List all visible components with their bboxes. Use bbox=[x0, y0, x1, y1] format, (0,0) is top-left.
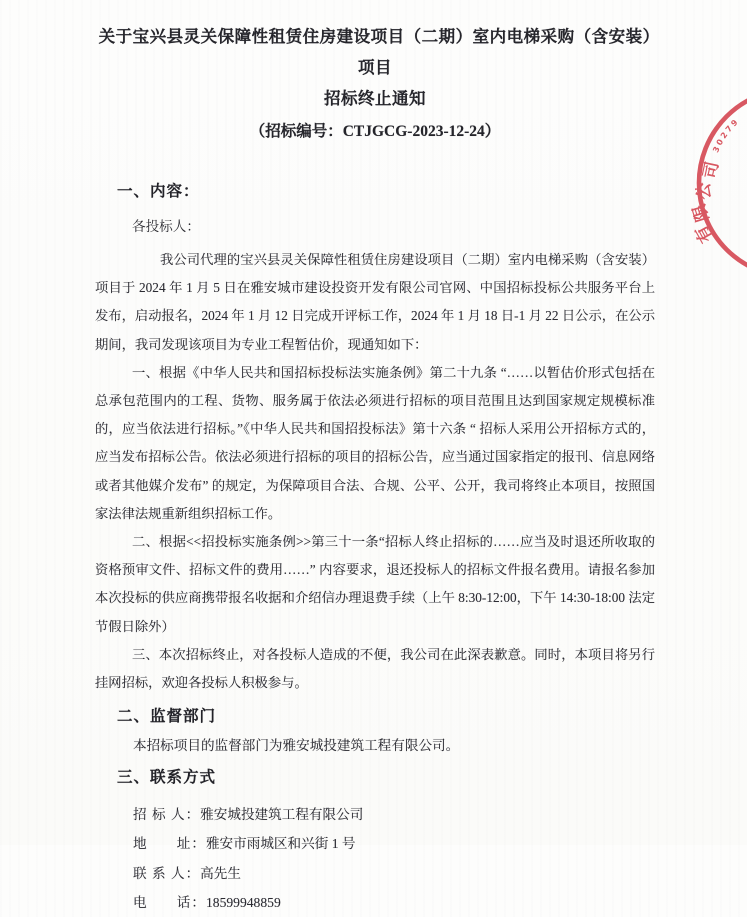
contact-list bbox=[133, 800, 655, 917]
paragraph-item-2: 二、根据<<招投标实施条例>>第三十一条“招标人终止招标的……应当及时退还所收取的资格预审文件、招标文件的费用……” 内容要求，退还投标人的招标文件报名费用。请报名参加本次投标的供应商携带报名收据和介绍信办理退费手续（上午 8:30-12:00，下午 14:30-18:00 法定节假日除外） bbox=[95, 534, 655, 634]
section-heading-content: 一、内容： bbox=[117, 183, 200, 200]
section-heading-supervision: 二、监督部门 bbox=[117, 708, 217, 726]
contact-label-phone: 电 话： bbox=[133, 894, 206, 910]
contact-label-tenderee: 招 标 人： bbox=[133, 807, 201, 823]
contact-label-address: 地 址： bbox=[133, 836, 206, 852]
contact-value-phone: 18599948859 bbox=[205, 894, 281, 910]
salutation: 各投标人： bbox=[132, 219, 200, 234]
contact-value-person: 高先生 bbox=[200, 865, 241, 881]
seal-char-xian: 限 bbox=[689, 202, 713, 224]
content-paragraphs bbox=[95, 246, 655, 697]
paragraph-item-1: 一、根据《中华人民共和国招标投标法实施条例》第二十九条 “……以暂估价形式包括在总承包范围内的工程、货物、服务属于依法必须进行招标的项目范围且达到国家规定规模标准的，应当依法进行招标。”《中华人民共和国招投标法》第十六条 “ 招标人采用公开招标方式的，应当发布招标公告。依法必须进行招标的项目的招标公告，应当通过国家指定的报刊、信息网络或者其他媒介发布” 的规定，为保障项目合法、合规、公平、公开，我司将终止本项目，按照国家法律法规重新组织招标工作。 bbox=[95, 364, 655, 521]
seal-char-you: 有 bbox=[691, 221, 717, 247]
contact-label-person: 联 系 人： bbox=[133, 865, 201, 881]
section-heading-contact: 三、联系方式 bbox=[117, 769, 217, 787]
paragraph-item-3: 三、本次招标终止，对各投标人造成的不便，我公司在此深表歉意。同时，本项目将另行挂网招标，欢迎各投标人积极参与。 bbox=[95, 646, 655, 691]
seal-char-gong: 公 bbox=[694, 182, 714, 200]
supervision-body: 本招标项目的监督部门为雅安城投建筑工程有限公司。 bbox=[133, 738, 460, 754]
contact-value-tenderee: 雅安城投建筑工程有限公司 bbox=[200, 807, 364, 823]
contact-row-phone bbox=[133, 888, 655, 917]
document-title-line-2: 招标终止通知 bbox=[324, 89, 426, 108]
document-title-line-1: 关于宝兴县灵关保障性租赁住房建设项目（二期）室内电梯采购（含安装）项目 bbox=[98, 27, 652, 77]
seal-serial-number: 30279 bbox=[711, 116, 742, 154]
document-title-block bbox=[95, 21, 655, 147]
contact-row-address bbox=[133, 829, 655, 858]
contact-row-tenderee bbox=[133, 800, 655, 829]
tender-number: （招标编号：CTJGCG-2023-12-24） bbox=[249, 123, 501, 140]
paragraph-intro: 我公司代理的宝兴县灵关保障性租赁住房建设项目（二期）室内电梯采购（含安装）项目于 2024 年 1 月 5 日在雅安城市建设投资开发有限公司官网、中国招标投标公共服务平台上发布，启动报名，2024 年 1 月 12 日完成开评标工作，2024 年 1 月 18 日-1 月 22 日公示，在公示期间，我司发现该项目为专业工程暂估价，现通知如下： bbox=[95, 252, 655, 352]
contact-value-address: 雅安市雨城区和兴街 1 号 bbox=[205, 836, 356, 852]
contact-row-person bbox=[133, 859, 655, 888]
seal-char-si: 司 bbox=[699, 159, 723, 181]
